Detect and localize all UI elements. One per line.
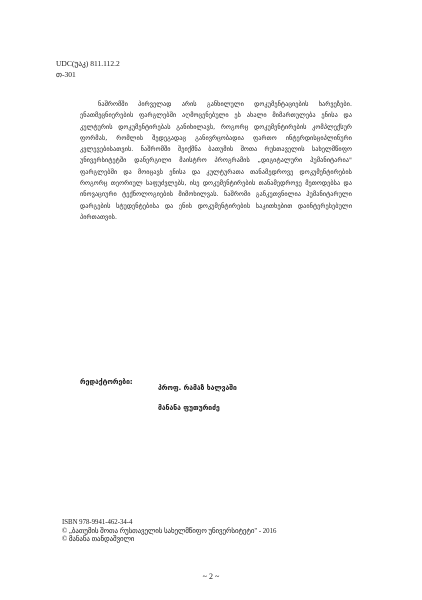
copyright-block — [62, 519, 276, 545]
abstract-paragraph: ნაშრომში პირველად არის განხილული დოკუმენტაციების ხარვეზები. ენათმეცნიერების ფარგლებში აღმოცენებული ეს ახალი მიმართულება ენისა და კულტურის დოკუმენტირებას განიხილავს, როგორც დოკუმენტირების კომპლექსურ ფორმას, რომლის შედეგადაც განივრცობადია ფართო ინტერდისციპლინური კვლევებისათვის. ნაშრომში შეიქმნა ბათუმის შოთა რუსთაველის სახელმწიფო უნივერსიტეტში დანერგილი მაისტრო პროგრამის „დიგიტალური ჰუმანიტარია" ფარგლებში და მოიცავს ენისა და კულტურათა თანამედროვე დოკუმენტირების როგორც თეორიულ საფუძვლებს, ისე დოკუმენტირების თანამედროვე მეთოდებსა და ინოვაციური ტექნოლოგიების მიმოხილვას. ნაშრომი განკუთვნილია ჰუმანიტარული დარგების სტუდენტებისა და ენის დოკუმენტირების საკითხებით დაინტერესებული პირთათვის. — [80, 101, 352, 221]
author-copyright: © მანანა თანდაშვილი — [62, 536, 135, 544]
editors-label: რედაქტორები: — [80, 378, 133, 386]
page-number: ~ 2 ~ — [202, 572, 220, 581]
isbn: ISBN 978-9941-462-34-4 — [62, 519, 133, 526]
editor-name: მანანა ფუთურიძე — [158, 404, 220, 412]
udc-code: UDC(უაკ) 811.112.2 — [56, 59, 120, 68]
udc-block — [56, 58, 120, 80]
publisher-copyright: © „ბათუმის შოთა რუსთაველის სახელმწიფო უნივერსიტეტი" - 2016 — [62, 527, 277, 535]
editors-names — [158, 378, 237, 418]
editor-name: პროფ. რამაზ ხალვაში — [158, 384, 237, 392]
udc-author-mark: თ-301 — [56, 70, 76, 79]
